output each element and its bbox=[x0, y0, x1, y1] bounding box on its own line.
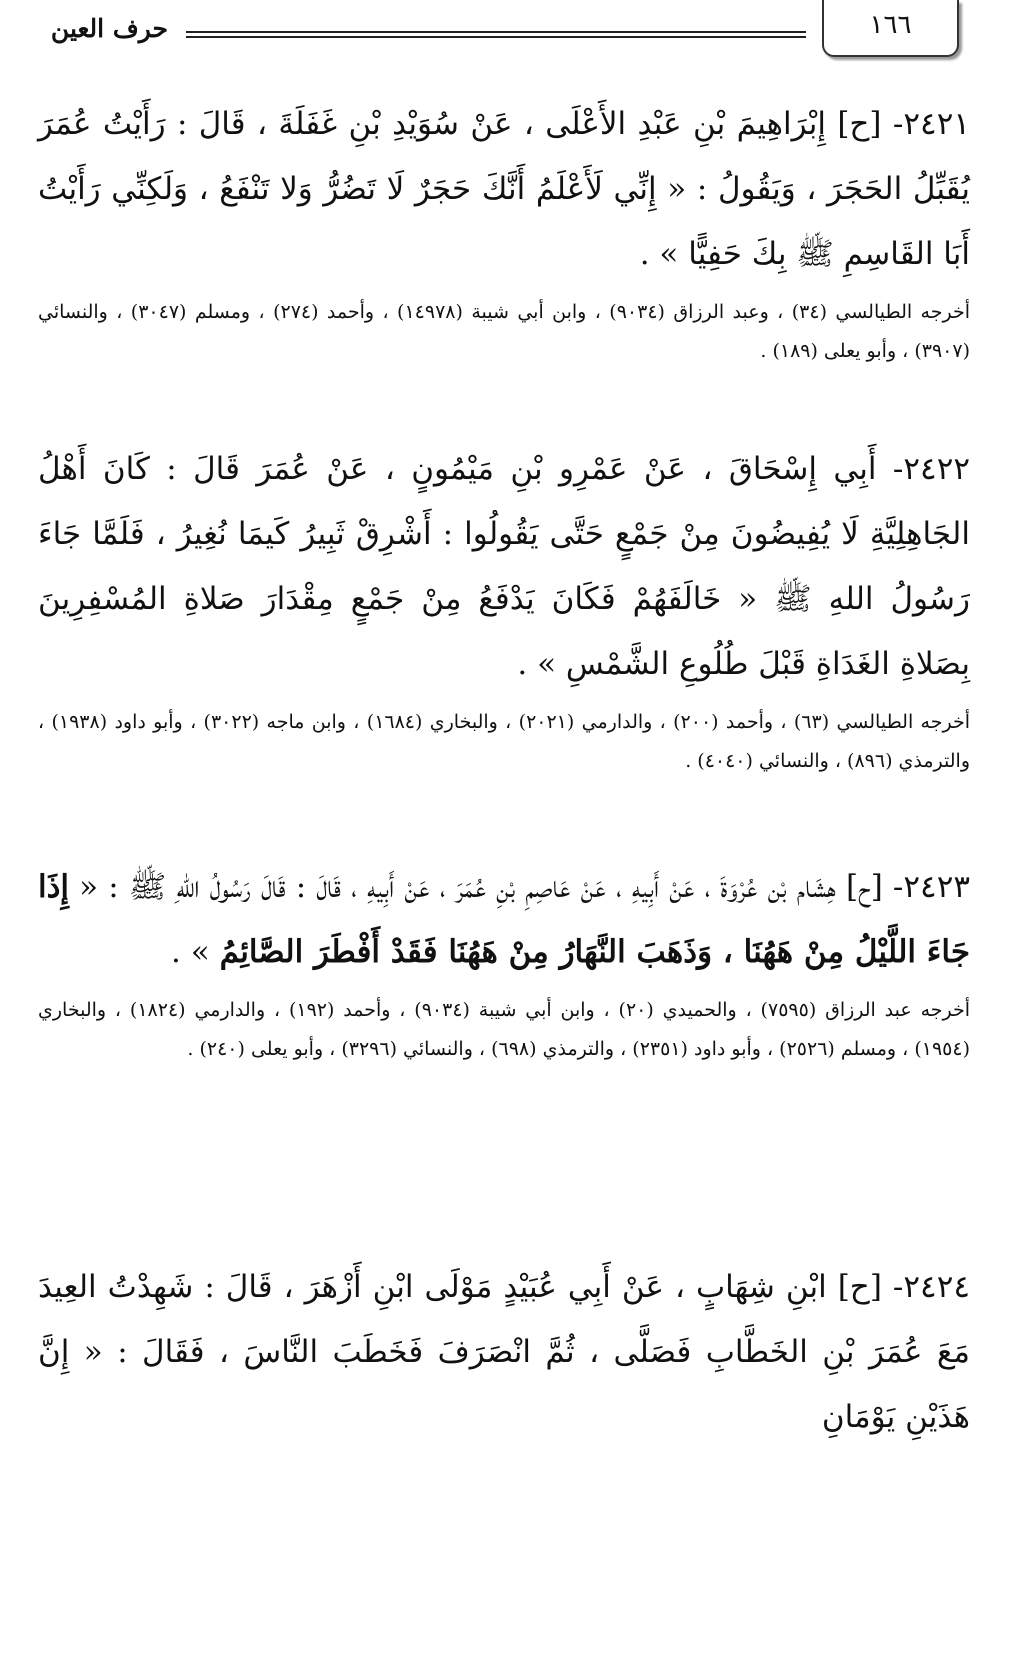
hadith-entry-2421 bbox=[38, 92, 970, 371]
header-divider bbox=[186, 31, 806, 38]
chapter-title: حرف العين bbox=[50, 14, 168, 43]
hadith-number: ٢٤٢١ bbox=[903, 106, 970, 142]
hadith-body: - [ح] ابْنِ شِهَابٍ ، عَنْ أَبِي عُبَيْدٍ مَوْلَى ابْنِ أَزْهَرَ ، قَالَ : شَهِدْتُ العِيدَ مَعَ عُمَرَ بْنِ الخَطَّابِ فَصَلَّى ، ثُمَّ انْصَرَفَ فَخَطَبَ النَّاسَ ، فَقَالَ : « إِنَّ هَذَيْنِ يَوْمَانِ bbox=[38, 1269, 970, 1435]
hadith-entry-2422 bbox=[38, 437, 970, 781]
takhrij-note: أخرجه الطيالسي (٦٣) ، وأحمد (٢٠٠) ، والدارمي (٢٠٢١) ، والبخاري (١٦٨٤) ، وابن ماجه (٣٠٢٢) ، وأبو داود (١٩٣٨) ، والترمذي (٨٩٦) ، والنسائي (٤٠٤٠) . bbox=[38, 711, 970, 772]
hadith-text bbox=[38, 1255, 970, 1450]
hadith-body: - [ح] هِشَام بْن عُرْوَةَ ، عَنْ أَبِيهِ ، عَنْ عَاصِمِ بْنِ عُمَرَ ، عَنْ أَبِيهِ ، قَالَ : قَالَ رَسُولُ اللهِ ﷺ : « bbox=[79, 869, 904, 905]
hadith-number: ٢٤٢٤ bbox=[903, 1269, 970, 1305]
hadith-text bbox=[38, 855, 970, 985]
hadith-text bbox=[38, 437, 970, 697]
hadith-entry-2423 bbox=[38, 855, 970, 1069]
hadith-body-end: » . bbox=[171, 934, 210, 970]
hadith-text bbox=[38, 92, 970, 287]
hadith-quote: إِذَا جَاءَ اللَّيْلُ مِنْ هَهُنَا ، وَذَهَبَ النَّهَارُ مِنْ هَهُنَا فَقَدْ أَفْطَرَ الصَّائِمُ bbox=[38, 869, 970, 970]
hadith-number: ٢٤٢٣ bbox=[903, 869, 970, 905]
page-number: ١٦٦ bbox=[822, 0, 959, 57]
hadith-body: - أَبِي إِسْحَاقَ ، عَنْ عَمْرِو بْنِ مَيْمُونٍ ، عَنْ عُمَرَ قَالَ : كَانَ أَهْلُ الجَاهِلِيَّةِ لَا يُفِيضُونَ مِنْ جَمْعٍ حَتَّى يَقُولُوا : أَشْرِقْ ثَبِيرُ كَيمَا نُغِيرُ ، فَلَمَّا جَاءَ رَسُولُ اللهِ ﷺ « خَالَفَهُمْ فَكَانَ يَدْفَعُ مِنْ جَمْعٍ مِقْدَارَ صَلاةِ المُسْفِرِينَ بِصَلاةِ الغَدَاةِ قَبْلَ طُلُوعِ الشَّمْسِ » . bbox=[38, 451, 970, 682]
takhrij-note: أخرجه الطيالسي (٣٤) ، وعبد الرزاق (٩٠٣٤) ، وابن أبي شيبة (١٤٩٧٨) ، وأحمد (٢٧٤) ، ومسلم (٣٠٤٧) ، والنسائي (٣٩٠٧) ، وأبو يعلى (١٨٩) . bbox=[38, 301, 970, 362]
hadith-number: ٢٤٢٢ bbox=[903, 451, 970, 487]
hadith-entry-2424 bbox=[38, 1255, 970, 1450]
hadith-body: - [ح] إِبْرَاهِيمَ بْنِ عَبْدِ الأَعْلَى ، عَنْ سُوَيْدِ بْنِ غَفَلَةَ ، قَالَ : رَأَيْتُ عُمَرَ يُقَبِّلُ الحَجَرَ ، وَيَقُولُ : « إِنِّي لَأَعْلَمُ أَنَّكَ حَجَرٌ لَا تَضُرُّ وَلا تَنْفَعُ ، وَلَكِنِّي رَأَيْتُ أَبَا القَاسِمِ ﷺ بِكَ حَفِيًّا » . bbox=[38, 106, 970, 272]
page-header bbox=[0, 0, 1010, 62]
takhrij-note: أخرجه عبد الرزاق (٧٥٩٥) ، والحميدي (٢٠) ، وابن أبي شيبة (٩٠٣٤) ، وأحمد (١٩٢) ، والدارمي (١٨٢٤) ، والبخاري (١٩٥٤) ، ومسلم (٢٥٢٦) ، وأبو داود (٢٣٥١) ، والترمذي (٦٩٨) ، والنسائي (٣٢٩٦) ، وأبو يعلى (٢٤٠) . bbox=[38, 999, 971, 1060]
